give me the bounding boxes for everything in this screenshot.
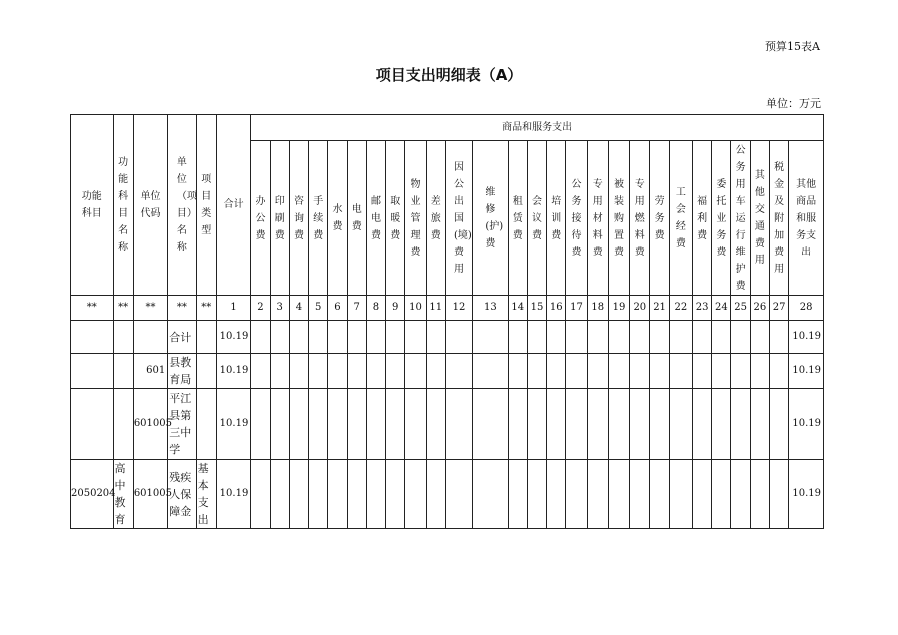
header-expense-16: 公务接待费 <box>566 141 587 296</box>
index-cell: 6 <box>328 296 347 321</box>
index-cell: 1 <box>216 296 250 321</box>
func-code-cell <box>71 354 114 389</box>
expense-cell <box>366 354 385 389</box>
expense-cell <box>508 354 527 389</box>
expense-cell <box>289 389 308 460</box>
header-expense-9: 物业管理费 <box>405 141 426 296</box>
expense-cell <box>608 389 629 460</box>
expense-cell <box>289 460 308 529</box>
expense-cell <box>366 321 385 354</box>
expense-cell <box>309 389 328 460</box>
index-cell: 20 <box>630 296 650 321</box>
header-expense-22: 福利费 <box>692 141 711 296</box>
expense-cell <box>366 460 385 529</box>
expense-cell <box>712 389 731 460</box>
expense-cell <box>731 321 750 354</box>
expense-cell <box>712 321 731 354</box>
expense-cell <box>769 460 788 529</box>
project-type-cell <box>196 389 216 460</box>
expense-cell <box>712 460 731 529</box>
other-expense-cell: 10.19 <box>789 321 824 354</box>
expense-cell <box>566 321 587 354</box>
project-name-cell: 残疾人保障金 <box>168 460 196 529</box>
expense-cell <box>650 389 669 460</box>
header-expense-14: 会议费 <box>527 141 546 296</box>
expense-cell <box>405 460 426 529</box>
index-cell: 9 <box>386 296 405 321</box>
index-cell: 27 <box>769 296 788 321</box>
table-row <box>71 354 824 389</box>
expense-cell <box>473 389 508 460</box>
index-cell: 12 <box>445 296 472 321</box>
index-cell: 16 <box>547 296 566 321</box>
expense-cell <box>309 321 328 354</box>
expense-cell <box>347 321 366 354</box>
expense-cell <box>347 460 366 529</box>
unit-label: 单位：万元 <box>766 97 821 110</box>
expense-cell <box>270 354 289 389</box>
project-name-cell: 县教育局 <box>168 354 196 389</box>
expense-cell <box>251 389 270 460</box>
expense-cell <box>669 321 692 354</box>
expense-cell <box>405 354 426 389</box>
expense-cell <box>251 354 270 389</box>
page-title: 项目支出明细表（A） <box>375 66 523 84</box>
header-goods-services: 商品和服务支出 <box>251 115 824 141</box>
expense-cell <box>547 321 566 354</box>
expense-cell <box>473 354 508 389</box>
expense-cell <box>608 321 629 354</box>
func-code-cell <box>71 389 114 460</box>
index-cell: 17 <box>566 296 587 321</box>
header-project-type: 项目类型 <box>196 115 216 296</box>
expense-cell <box>527 389 546 460</box>
expense-cell <box>547 460 566 529</box>
expense-cell <box>445 460 472 529</box>
header-expense-4: 手续费 <box>309 141 328 296</box>
index-cell: 21 <box>650 296 669 321</box>
expense-cell <box>473 460 508 529</box>
expense-cell <box>508 321 527 354</box>
expense-cell <box>692 460 711 529</box>
header-expense-5: 水费 <box>328 141 347 296</box>
expense-cell <box>650 460 669 529</box>
expense-cell <box>750 389 769 460</box>
expense-cell <box>630 389 650 460</box>
index-cell: 23 <box>692 296 711 321</box>
expense-cell <box>508 389 527 460</box>
project-name-cell: 合计 <box>168 321 196 354</box>
index-cell: ** <box>168 296 196 321</box>
expense-cell <box>328 460 347 529</box>
expense-cell <box>328 321 347 354</box>
expense-cell <box>386 354 405 389</box>
expense-cell <box>566 389 587 460</box>
header-unit-code: 单位代码 <box>133 115 167 296</box>
expense-cell <box>527 321 546 354</box>
expense-cell <box>527 460 546 529</box>
index-cell: 7 <box>347 296 366 321</box>
index-cell: 25 <box>731 296 750 321</box>
expense-cell <box>309 354 328 389</box>
expense-cell <box>769 389 788 460</box>
header-expense-25: 其他交通费用 <box>750 141 769 296</box>
header-expense-10: 差旅费 <box>426 141 445 296</box>
expense-cell <box>630 321 650 354</box>
other-expense-cell: 10.19 <box>789 460 824 529</box>
header-expense-7: 邮电费 <box>366 141 385 296</box>
index-cell: ** <box>133 296 167 321</box>
header-expense-21: 工会经费 <box>669 141 692 296</box>
expense-cell <box>566 354 587 389</box>
expense-cell <box>608 460 629 529</box>
header-expense-2: 印刷费 <box>270 141 289 296</box>
expense-cell <box>650 321 669 354</box>
func-code-cell <box>71 321 114 354</box>
expense-cell <box>692 321 711 354</box>
header-expense-8: 取暖费 <box>386 141 405 296</box>
total-cell: 10.19 <box>216 460 250 529</box>
header-expense-19: 专用燃料费 <box>630 141 650 296</box>
expense-cell <box>587 354 608 389</box>
header-expense-6: 电费 <box>347 141 366 296</box>
other-expense-cell: 10.19 <box>789 354 824 389</box>
header-expense-12: 维修(护)费 <box>473 141 508 296</box>
total-cell: 10.19 <box>216 354 250 389</box>
project-name-cell: 平江县第三中学 <box>168 389 196 460</box>
expense-cell <box>309 460 328 529</box>
expense-cell <box>270 321 289 354</box>
expense-cell <box>630 354 650 389</box>
expense-cell <box>270 389 289 460</box>
index-cell: 4 <box>289 296 308 321</box>
project-type-cell <box>196 354 216 389</box>
index-cell: 2 <box>251 296 270 321</box>
index-cell: 22 <box>669 296 692 321</box>
index-cell: 13 <box>473 296 508 321</box>
header-expense-15: 培训费 <box>547 141 566 296</box>
expense-cell <box>445 321 472 354</box>
expense-cell <box>386 389 405 460</box>
index-cell: 14 <box>508 296 527 321</box>
expense-cell <box>405 389 426 460</box>
index-cell: 11 <box>426 296 445 321</box>
table-row <box>71 460 824 529</box>
index-cell: 8 <box>366 296 385 321</box>
expense-cell <box>731 460 750 529</box>
table-row <box>71 389 824 460</box>
index-cell: ** <box>196 296 216 321</box>
expenditure-table <box>70 114 824 529</box>
expense-cell <box>692 389 711 460</box>
expense-cell <box>445 354 472 389</box>
expense-cell <box>750 321 769 354</box>
expense-cell <box>473 321 508 354</box>
unit-code-cell: 601005 <box>133 389 167 460</box>
table-row <box>71 321 824 354</box>
expense-cell <box>426 321 445 354</box>
expense-cell <box>445 389 472 460</box>
index-cell: 10 <box>405 296 426 321</box>
unit-code-cell: 601005 <box>133 460 167 529</box>
func-name-cell <box>113 389 133 460</box>
expense-cell <box>750 460 769 529</box>
index-cell: 24 <box>712 296 731 321</box>
index-cell: 15 <box>527 296 546 321</box>
header-expense-1: 办公费 <box>251 141 270 296</box>
expense-cell <box>669 389 692 460</box>
header-expense-23: 委托业务费 <box>712 141 731 296</box>
form-number: 预算15表A <box>765 40 820 53</box>
expense-cell <box>328 354 347 389</box>
func-name-cell <box>113 354 133 389</box>
expense-cell <box>251 460 270 529</box>
expense-cell <box>426 389 445 460</box>
index-cell: ** <box>113 296 133 321</box>
expense-cell <box>508 460 527 529</box>
expense-cell <box>769 321 788 354</box>
total-cell: 10.19 <box>216 321 250 354</box>
expense-cell <box>547 389 566 460</box>
expense-cell <box>405 321 426 354</box>
index-cell: 18 <box>587 296 608 321</box>
project-type-cell: 基本支出 <box>196 460 216 529</box>
expense-cell <box>692 354 711 389</box>
index-cell: 28 <box>789 296 824 321</box>
expense-cell <box>630 460 650 529</box>
expense-cell <box>731 389 750 460</box>
index-cell: ** <box>71 296 114 321</box>
expense-cell <box>251 321 270 354</box>
expense-cell <box>527 354 546 389</box>
header-expense-17: 专用材料费 <box>587 141 608 296</box>
header-project-name: 单位（项目）名称 <box>168 115 196 296</box>
header-func-name: 功能科目名称 <box>113 115 133 296</box>
unit-code-cell <box>133 321 167 354</box>
project-type-cell <box>196 321 216 354</box>
expense-cell <box>769 354 788 389</box>
expense-cell <box>587 389 608 460</box>
expense-cell <box>587 460 608 529</box>
expense-cell <box>587 321 608 354</box>
index-cell: 19 <box>608 296 629 321</box>
header-expense-3: 咨询费 <box>289 141 308 296</box>
expense-cell <box>547 354 566 389</box>
expense-cell <box>566 460 587 529</box>
func-code-cell: 2050204 <box>71 460 114 529</box>
expense-cell <box>650 354 669 389</box>
expense-cell <box>669 460 692 529</box>
expense-cell <box>289 321 308 354</box>
header-expense-26: 税金及附加费用 <box>769 141 788 296</box>
header-func-code: 功能科目 <box>71 115 114 296</box>
header-expense-27: 其他商品和服务支出 <box>789 141 824 296</box>
expense-cell <box>426 354 445 389</box>
expense-cell <box>328 389 347 460</box>
expense-cell <box>669 354 692 389</box>
expense-cell <box>347 354 366 389</box>
expense-cell <box>386 321 405 354</box>
header-expense-11: 因公出国(境)费用 <box>445 141 472 296</box>
expense-cell <box>289 354 308 389</box>
expense-cell <box>426 460 445 529</box>
expense-cell <box>712 354 731 389</box>
expense-cell <box>347 389 366 460</box>
index-cell: 26 <box>750 296 769 321</box>
header-expense-20: 劳务费 <box>650 141 669 296</box>
expense-cell <box>366 389 385 460</box>
header-expense-13: 租赁费 <box>508 141 527 296</box>
other-expense-cell: 10.19 <box>789 389 824 460</box>
expense-cell <box>386 460 405 529</box>
index-cell: 5 <box>309 296 328 321</box>
expense-cell <box>731 354 750 389</box>
header-expense-24: 公务用车运行维护费 <box>731 141 750 296</box>
expense-cell <box>608 354 629 389</box>
index-cell: 3 <box>270 296 289 321</box>
expense-cell <box>270 460 289 529</box>
unit-code-cell: 601 <box>133 354 167 389</box>
total-cell: 10.19 <box>216 389 250 460</box>
expense-cell <box>750 354 769 389</box>
func-name-cell: 高中教育 <box>113 460 133 529</box>
header-expense-18: 被装购置费 <box>608 141 629 296</box>
header-total: 合计 <box>216 115 250 296</box>
func-name-cell <box>113 321 133 354</box>
